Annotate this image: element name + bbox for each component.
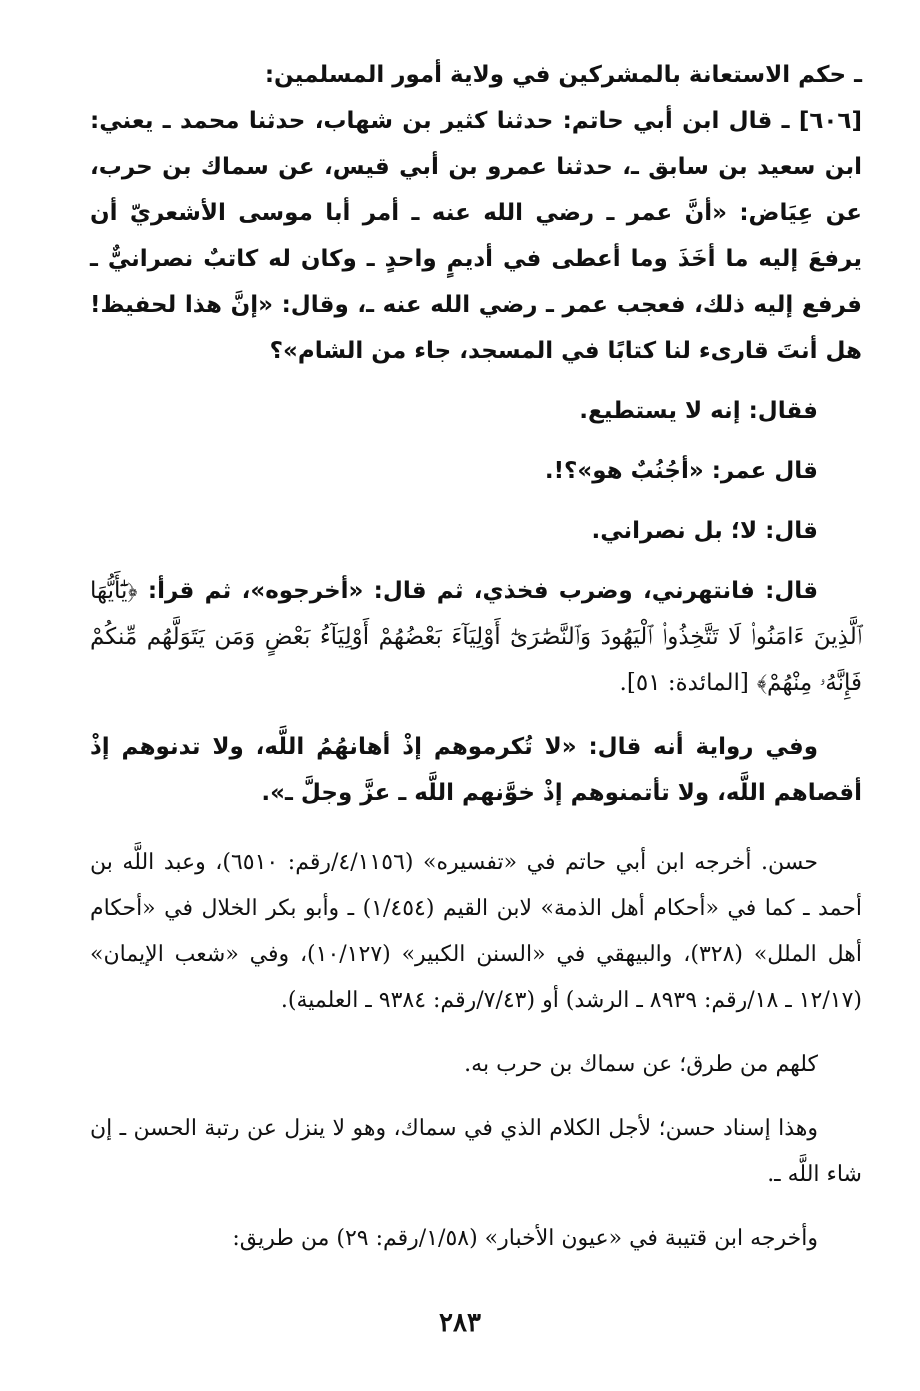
commentary-paragraph-4: وأخرجه ابن قتيبة في «عيون الأخبار» (١/٥٨/رقم: ٢٩) من طريق: (232, 1226, 818, 1251)
quran-reference: [المائدة: ٥١]. (619, 670, 749, 696)
hadith-line-2: قال عمر: «أجُنُبٌ هو»؟!. (544, 458, 818, 484)
hadith-line-3: قال: لا؛ بل نصراني. (591, 518, 818, 544)
page-number: ٢٨٣ (439, 1308, 481, 1338)
hadith-main-text: [٦٠٦] ـ قال ابن أبي حاتم: حدثنا كثير بن شهاب، حدثنا محمد ـ يعني: ابن سعيد بن سابق ـ، حدثنا عمرو بن أبي قيس، عن سماك بن حرب، عن عِيَاض: «أنَّ عمر ـ رضي الله عنه ـ أمر أبا موسى الأشعريّ أن يرفعَ إليه ما أخَذَ وما أعطى في أديمٍ واحدٍ ـ وكان له كاتبٌ نصرانيٌّ ـ فرفع إليه ذلك، فعجب عمر ـ رضي الله عنه ـ، وقال: «إنَّ هذا لحفيظ! هل أنتَ قارىء لنا كتابًا في المسجد، جاء من الشام»؟ (90, 108, 862, 364)
hadith-narration: وفي رواية أنه قال: «لا تُكرموهم إذْ أهانهُمُ اللَّه، ولا تدنوهم إذْ أقصاهم اللَّه، ولا تأتمنوهم إذْ خوَّنهم اللَّه ـ عزَّ وجلَّ ـ». (90, 734, 862, 806)
commentary-paragraph-1: حسن. أخرجه ابن أبي حاتم في «تفسيره» (٤/١١٥٦/رقم: ٦٥١٠)، وعبد اللَّه بن أحمد ـ كما في «أحكام أهل الذمة» لابن القيم (١/٤٥٤) ـ وأبو بكر الخلال في «أحكام أهل الملل» (٣٢٨)، والبيهقي في «السنن الكبير» (١٠/١٢٧)، وفي «شعب الإيمان» (١٢/١٧ ـ ١٨/رقم: ٨٩٣٩ ـ الرشد) أو (٧/٤٣/رقم: ٩٣٨٤ ـ العلمية). (90, 850, 862, 1013)
hadith-line-4-intro: قال: فانتهرني، وضرب فخذي، ثم قال: «أخرجوه»، ثم قرأ: (147, 578, 818, 604)
hadith-line-4 (90, 568, 862, 706)
commentary-paragraph-3: وهذا إسناد حسن؛ لأجل الكلام الذي في سماك، وهو لا ينزل عن رتبة الحسن ـ إن شاء اللَّه ـ. (90, 1116, 862, 1187)
page-body (90, 52, 862, 1262)
quran-verse: ﴿يَٰٓأَيُّهَا ٱلَّذِينَ ءَامَنُوا۟ لَا تَتَّخِذُوا۟ ٱلْيَهُودَ وَٱلنَّصَٰرَىٰٓ أَوْلِيَآءَ بَعْضُهُمْ أَوْلِيَآءُ بَعْضٍ وَمَن يَتَوَلَّهُم مِّنكُمْ فَإِنَّهُۥ مِنْهُمْ﴾ (90, 578, 862, 696)
section-heading: ـ حكم الاستعانة بالمشركين في ولاية أمور المسلمين: (264, 62, 862, 88)
commentary-paragraph-2: كلهم من طرق؛ عن سماك بن حرب به. (464, 1052, 818, 1077)
hadith-line-1: فقال: إنه لا يستطيع. (579, 398, 818, 424)
